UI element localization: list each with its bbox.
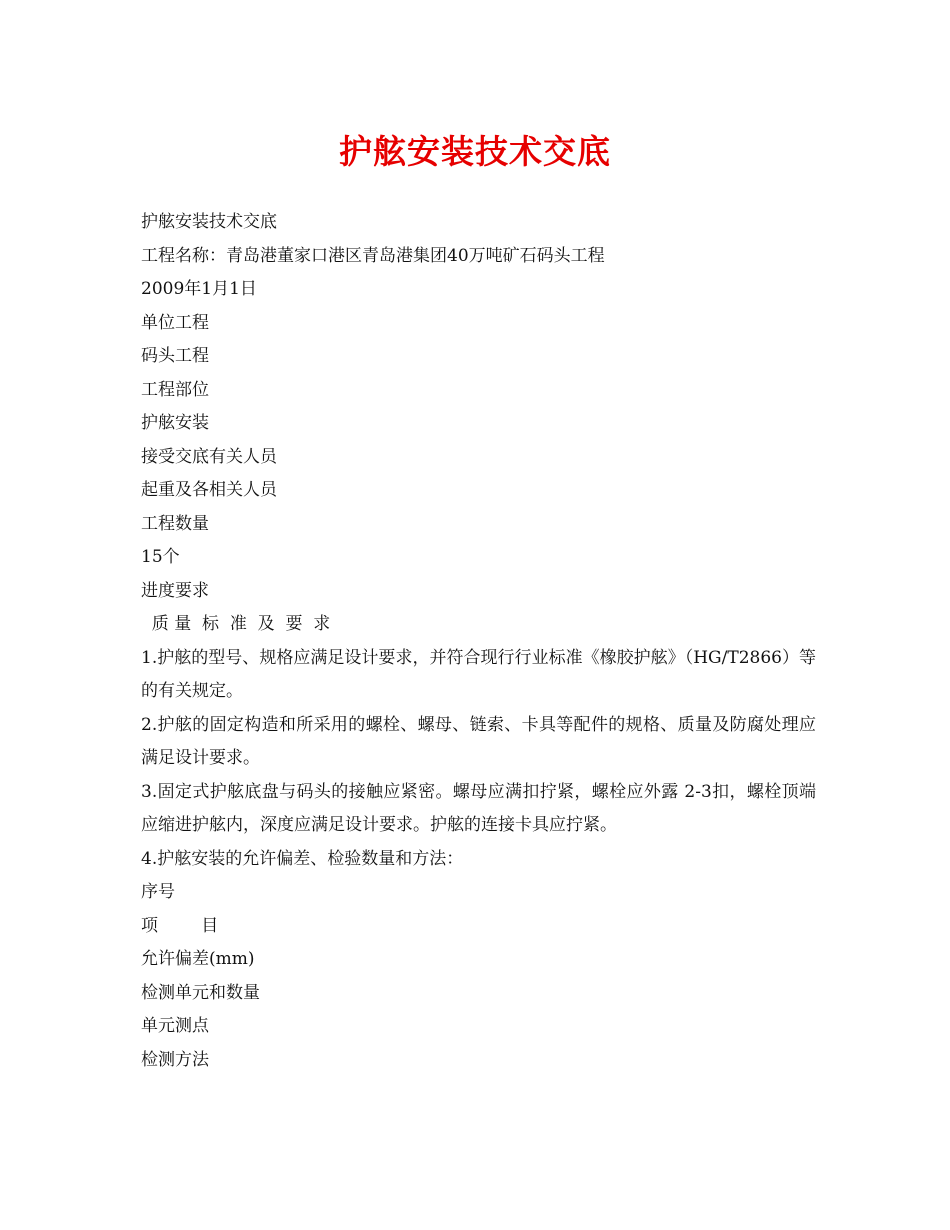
requirement-item-2: 2.护舷的固定构造和所采用的螺栓、螺母、链索、卡具等配件的规格、质量及防腐处理应满足设计要求。 (141, 714, 816, 768)
table-header-inspection-unit: 检测单元和数量 (141, 982, 260, 1003)
table-header-index: 序号 (141, 882, 175, 902)
doc-line-project-name: 工程名称：青岛港董家口港区青岛港集团40万吨矿石码头工程 (141, 245, 605, 266)
requirement-item-3: 3.固定式护舷底盘与码头的接触应紧密。螺母应满扣拧紧，螺栓应外露 2-3扣，螺栓顶端应缩进护舷内，深度应满足设计要求。护舷的连接卡具应拧紧。 (141, 781, 816, 835)
doc-line-subject: 护舷安装技术交底 (141, 212, 277, 232)
doc-line-part-label: 工程部位 (141, 379, 209, 400)
doc-line-recipients-value: 起重及各相关人员 (141, 480, 277, 500)
document-body (141, 206, 816, 1077)
quality-standards-heading: 质 量 标 准 及 要 求 (141, 614, 331, 634)
doc-line-date: 2009年1月1日 (141, 279, 257, 299)
doc-line-quantity-value: 15个 (141, 547, 180, 567)
doc-line-unit-value: 码头工程 (141, 346, 209, 366)
requirement-item-1: 1.护舷的型号、规格应满足设计要求，并符合现行行业标准《橡胶护舷》（HG/T2866）等的有关规定。 (141, 647, 816, 701)
table-header-measure-points: 单元测点 (141, 1016, 209, 1036)
table-header-tolerance: 允许偏差(mm) (141, 949, 255, 969)
doc-line-recipients-label: 接受交底有关人员 (141, 446, 277, 467)
doc-line-unit-label: 单位工程 (141, 312, 209, 333)
doc-line-quantity-label: 工程数量 (141, 513, 209, 534)
doc-line-progress-label: 进度要求 (141, 580, 209, 601)
doc-line-part-value: 护舷安装 (141, 413, 209, 433)
document-title: 护舷安装技术交底 (339, 132, 611, 171)
requirement-item-4: 4.护舷安装的允许偏差、检验数量和方法： (141, 848, 464, 869)
table-header-item: 项 目 (141, 915, 219, 936)
table-header-method: 检测方法 (141, 1049, 209, 1070)
